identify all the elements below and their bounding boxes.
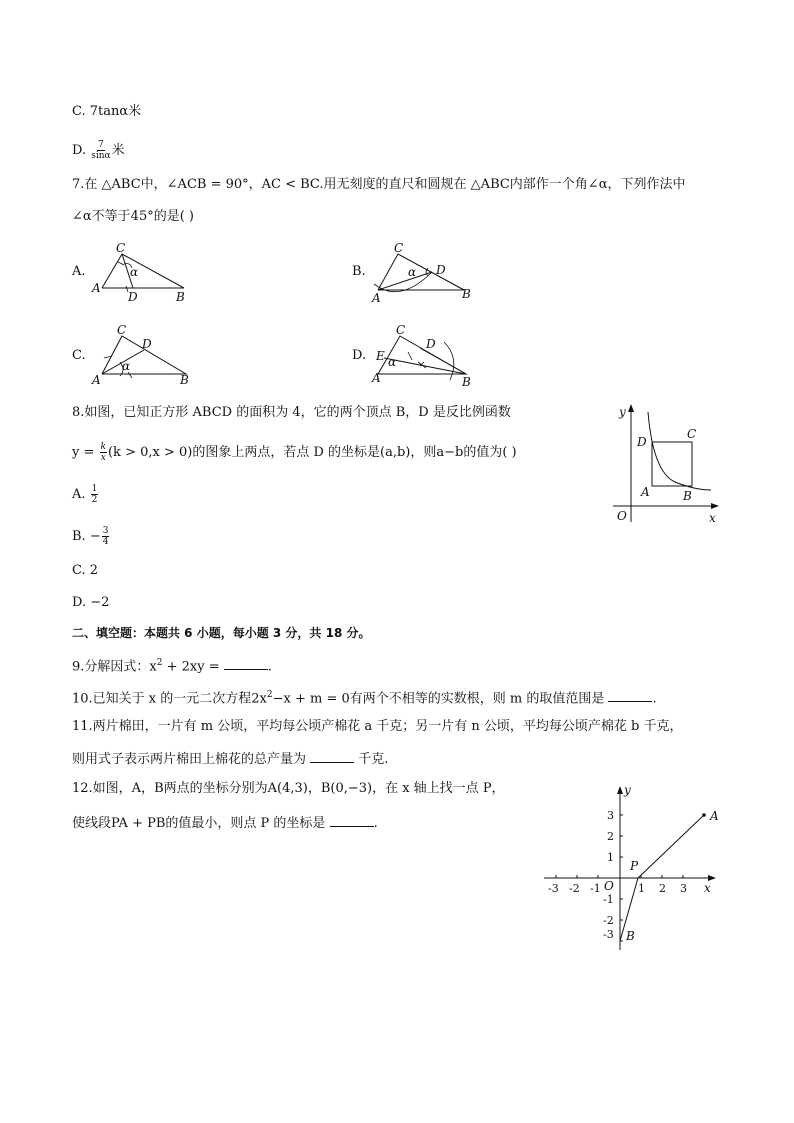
q12-point-a: A — [710, 809, 719, 823]
q12-point-b: B — [626, 929, 635, 943]
q9-line: 9.分解因式：$x^2 + 2xy$ = . — [72, 658, 272, 675]
q8-option-c: C. 2 — [72, 563, 99, 578]
q8-y-label: y — [619, 405, 626, 419]
q12-answer-blank[interactable] — [330, 814, 374, 827]
q12-xtick--2: -2 — [569, 882, 580, 895]
q8-option-a: A. $\frac{1}{2}$ — [72, 484, 98, 505]
q7a-point-d: D — [128, 290, 138, 304]
q10-line: 10.已知关于 x 的一元二次方程$2x^2-x + m = 0$有两个不相等的实数根，则 m 的取值范围是 . — [72, 690, 657, 707]
q8-k-over-x: $\frac{k}{x}$ — [100, 442, 106, 463]
q12-point-p: P — [630, 859, 639, 873]
q12-figure — [540, 780, 725, 955]
q7b-alpha: α — [408, 265, 417, 279]
section2-title: 二、填空题：本题共 6 小题，每小题 3 分，共 18 分。 — [72, 626, 371, 640]
q6-option-d-fraction: $\frac{7}{\sin\alpha}$ — [91, 140, 111, 161]
q7b-point-a: A — [372, 291, 381, 305]
q8-option-d: D. −2 — [72, 595, 110, 610]
q12-ytick-2: 2 — [607, 830, 614, 843]
q7-figure-d — [370, 322, 480, 387]
q7d-point-d: D — [426, 337, 436, 351]
q7c-point-a: A — [92, 373, 101, 387]
q12-origin: O — [604, 879, 614, 893]
q7c-point-d: D — [142, 337, 152, 351]
q6-option-d: D. $\frac{7}{\sin\alpha}$ 米 — [72, 140, 125, 161]
q7-option-c-label: C. — [72, 348, 86, 363]
q12-line1: 12.如图，A，B两点的坐标分别为A(4,3)，B(0,−3)，在 x 轴上找一点 P， — [72, 781, 505, 796]
q7d-point-e: E — [376, 349, 385, 363]
q8-point-c: C — [687, 427, 697, 441]
q7-figure-a — [90, 240, 200, 305]
q7a-point-c: C — [116, 241, 126, 255]
q9-answer-blank[interactable] — [224, 657, 268, 670]
q11-line1: 11.两片棉田，一片有 m 公顷，平均每公顷产棉花 a 千克；另一片有 n 公顷，平均每公顷产棉花 b 千克， — [72, 719, 683, 734]
q7-figure-c — [90, 322, 200, 387]
q12-ytick--2: -2 — [603, 914, 614, 927]
q7b-point-d: D — [436, 263, 446, 277]
q7c-point-c: C — [117, 323, 127, 337]
q7d-alpha: α — [388, 355, 397, 369]
q7b-point-c: C — [394, 241, 404, 255]
q8-stem-line1: 8.如图，已知正方形 ABCD 的面积为 4，它的两个顶点 B，D 是反比例函数 — [72, 405, 511, 420]
q7-stem-line2: ∠α不等于45°的是( ) — [72, 209, 194, 224]
q7b-point-b: B — [462, 287, 471, 301]
q6-option-c: C. 7tanα米 — [72, 104, 142, 119]
q12-line2: 使线段PA + PB的值最小，则点 P 的坐标是 . — [72, 816, 378, 831]
q7-option-b-label: B. — [352, 264, 366, 279]
q12-xtick-3: 3 — [680, 882, 687, 895]
q12-xtick-1: 1 — [638, 882, 645, 895]
q7-option-a-label: A. — [72, 264, 86, 279]
q8-option-b: B. − $\frac{3}{4}$ — [72, 526, 109, 547]
q11-answer-blank[interactable] — [310, 750, 354, 763]
q12-ytick--1: -1 — [603, 893, 614, 906]
q7d-point-c: C — [396, 323, 406, 337]
q8-origin: O — [617, 509, 627, 523]
q7-option-d-label: D. — [352, 348, 367, 363]
q7a-alpha: α — [130, 265, 139, 279]
q8-stem-line2: y = $\frac{k}{x}$ (k > 0,x > 0)的图象上两点，若点 D 的坐标是(a,b)，则a−b的值为( ) — [72, 442, 517, 463]
q7-figure-b — [370, 240, 480, 305]
q8-point-a: A — [641, 485, 650, 499]
q12-xtick-2: 2 — [659, 882, 666, 895]
q12-xtick--1: -1 — [590, 882, 601, 895]
q7-stem-line1: 7.在 △ABC中，∠ACB = 90°，AC < BC.用无刻度的直尺和圆规在 △ABC内部作一个角∠α，下列作法中 — [72, 177, 686, 192]
q8-point-d: D — [637, 435, 647, 449]
q7a-point-a: A — [92, 281, 101, 295]
q12-ytick-1: 1 — [607, 851, 614, 864]
q12-ytick-3: 3 — [607, 809, 614, 822]
q7d-point-b: B — [462, 375, 471, 389]
q7d-point-a: A — [372, 371, 381, 385]
q12-y-label: y — [624, 783, 631, 797]
q11-line2: 则用式子表示两片棉田上棉花的总产量为 千克. — [72, 752, 389, 767]
q8-point-b: B — [683, 489, 692, 503]
q8-figure — [605, 400, 725, 530]
q10-answer-blank[interactable] — [608, 689, 652, 702]
q7c-point-b: B — [180, 373, 189, 387]
q7c-alpha: α — [122, 359, 131, 373]
q12-ytick--3: -3 — [603, 928, 614, 941]
q12-x-label: x — [704, 881, 711, 895]
q8-x-label: x — [709, 511, 716, 525]
q12-xtick--3: -3 — [548, 882, 559, 895]
q7a-point-b: B — [176, 290, 185, 304]
